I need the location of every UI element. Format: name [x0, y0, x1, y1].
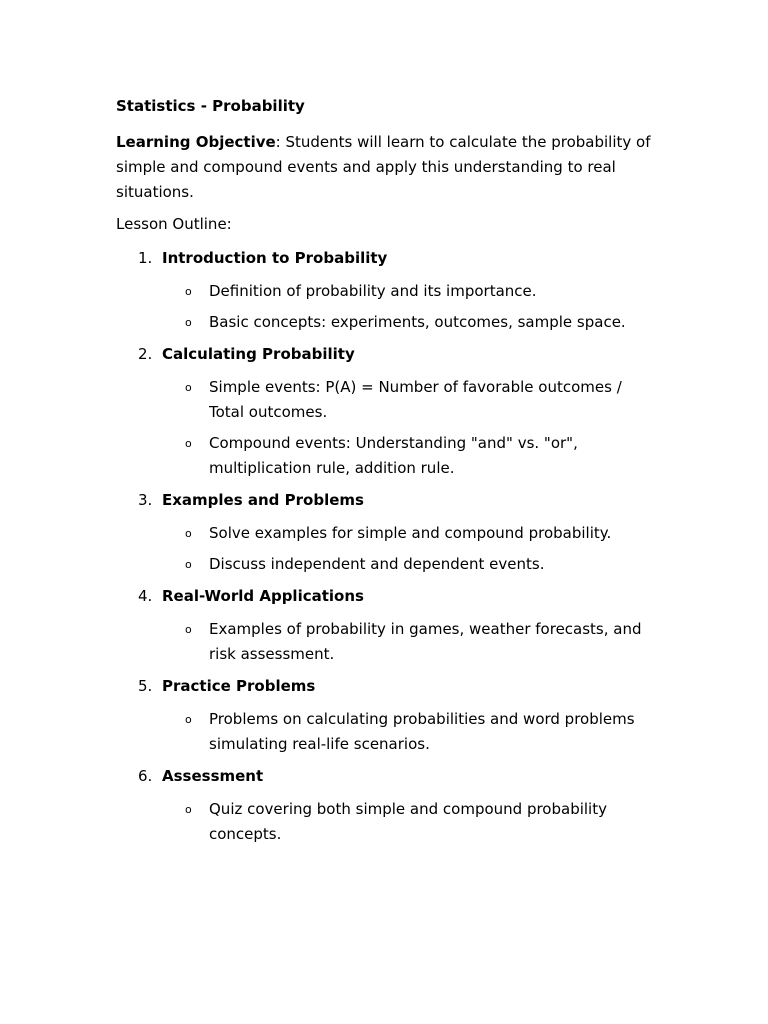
list-item-text: Definition of probability and its importance. — [209, 282, 537, 300]
section-number: 5. — [138, 677, 153, 695]
section-heading — [138, 490, 656, 510]
list-item — [162, 617, 656, 667]
bullet-marker: o — [185, 803, 192, 816]
list-item-text: Solve examples for simple and compound probability. — [209, 524, 612, 542]
list-item — [162, 310, 656, 335]
section-number: 4. — [138, 587, 153, 605]
section-heading — [138, 586, 656, 606]
outline-section — [116, 344, 656, 481]
bullet-marker: o — [185, 558, 192, 571]
outline-section — [116, 248, 656, 335]
outline-section — [116, 766, 656, 847]
list-item-text: Examples of probability in games, weather forecasts, and risk assessment. — [209, 620, 642, 663]
section-heading-text: Examples and Problems — [162, 491, 364, 509]
list-item-text: Compound events: Understanding "and" vs. "or", multiplication rule, addition rule. — [209, 434, 578, 477]
list-item — [162, 707, 656, 757]
bullet-marker: o — [185, 316, 192, 329]
outline-section — [116, 676, 656, 757]
section-heading-text: Real-World Applications — [162, 587, 364, 605]
section-heading — [138, 766, 656, 786]
section-heading — [138, 248, 656, 268]
section-number: 2. — [138, 345, 153, 363]
list-item — [162, 797, 656, 847]
list-item — [162, 521, 656, 546]
document-title: Statistics - Probability — [116, 97, 305, 115]
section-heading-text: Assessment — [162, 767, 264, 785]
list-item-text: Simple events: P(A) = Number of favorable outcomes / Total outcomes. — [209, 378, 622, 421]
lesson-outline-label: Lesson Outline: — [116, 215, 232, 233]
section-number: 3. — [138, 491, 153, 509]
list-item-text: Problems on calculating probabilities and word problems simulating real-life scenarios. — [209, 710, 635, 753]
list-item — [162, 552, 656, 577]
outline-section — [116, 586, 656, 667]
lesson-outline-list — [116, 248, 656, 847]
learning-objective-text: : Students will learn to calculate the probability of simple and compound events and apply this understanding to real situations. — [116, 133, 651, 201]
bullet-marker: o — [185, 381, 192, 394]
list-item — [162, 279, 656, 304]
section-number: 1. — [138, 249, 153, 267]
list-item — [162, 375, 656, 425]
learning-objective — [116, 130, 656, 205]
bullet-marker: o — [185, 623, 192, 636]
learning-objective-label: Learning Objective — [116, 133, 276, 151]
section-number: 6. — [138, 767, 153, 785]
section-heading-text: Practice Problems — [162, 677, 316, 695]
bullet-marker: o — [185, 713, 192, 726]
bullet-marker: o — [185, 285, 192, 298]
outline-section — [116, 490, 656, 577]
section-heading — [138, 344, 656, 364]
bullet-marker: o — [185, 437, 192, 450]
list-item-text: Quiz covering both simple and compound probability concepts. — [209, 800, 607, 843]
list-item-text: Basic concepts: experiments, outcomes, sample space. — [209, 313, 626, 331]
section-heading-text: Calculating Probability — [162, 345, 355, 363]
section-heading — [138, 676, 656, 696]
list-item-text: Discuss independent and dependent events. — [209, 555, 545, 573]
list-item — [162, 431, 656, 481]
section-heading-text: Introduction to Probability — [162, 249, 388, 267]
bullet-marker: o — [185, 527, 192, 540]
